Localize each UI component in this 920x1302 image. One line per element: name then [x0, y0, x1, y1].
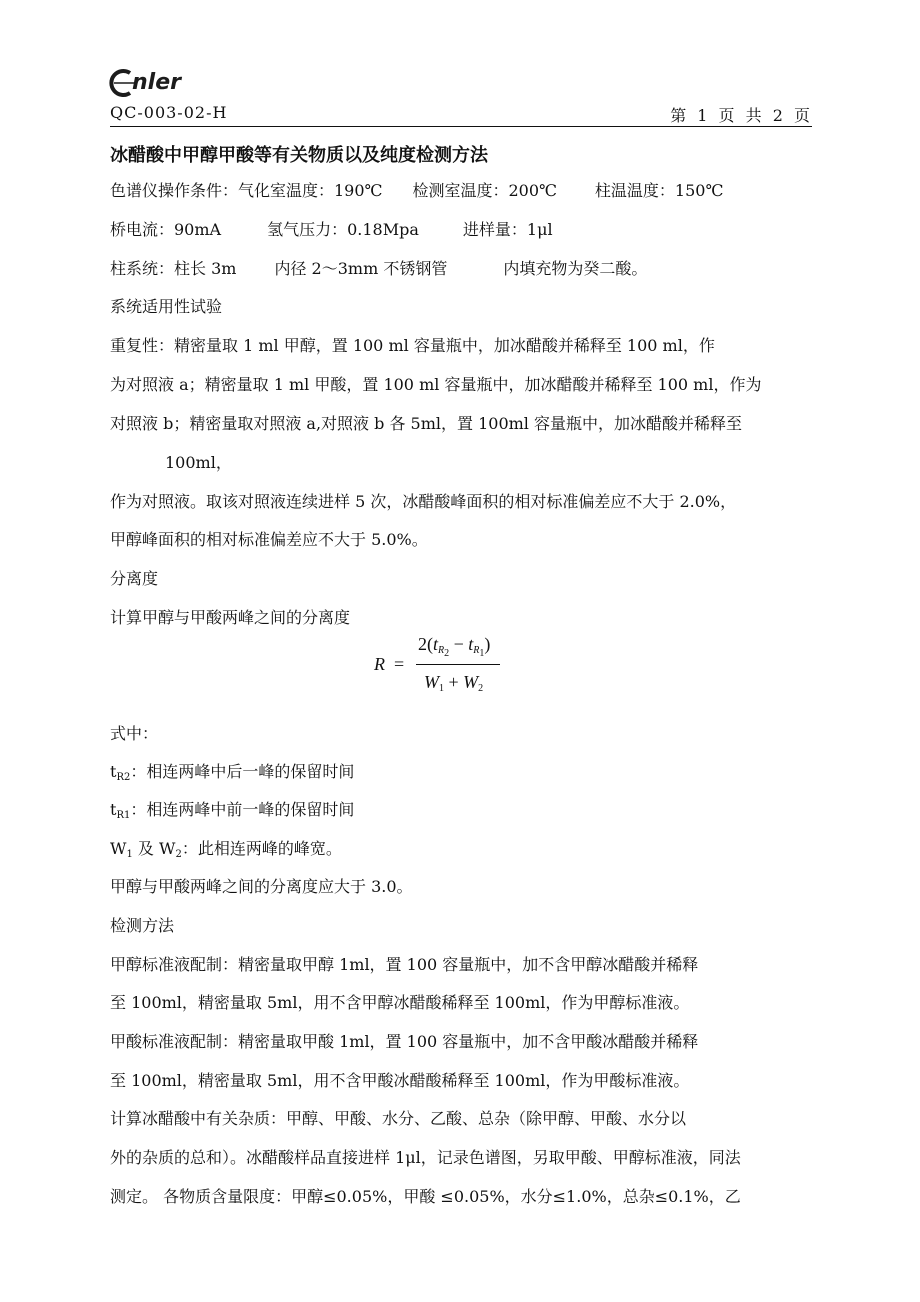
- condition-item: 柱系统：柱长 3m: [110, 259, 237, 278]
- paragraph-line: 测定。 各物质含量限度：甲醇≤0.05%，甲酸 ≤0.05%，水分≤1.0%，总杂≤0.1%，乙: [110, 1187, 741, 1206]
- condition-item: 内填充物为癸二酸。: [503, 259, 648, 278]
- where-label: 式中：: [110, 724, 159, 743]
- header-divider: [110, 126, 812, 127]
- paragraph-line: 重复性：精密量取 1 ml 甲醇，置 100 ml 容量瓶中，加冰醋酸并稀释至 100 ml，作: [110, 336, 715, 355]
- resolution-formula: [372, 632, 512, 698]
- condition-item: 进样量：1μl: [462, 220, 553, 239]
- section-heading-resolution: 分离度: [110, 569, 159, 588]
- page-number: 第 1 页 共 2 页: [670, 106, 810, 125]
- section-heading-suitability: 系统适用性试验: [110, 297, 223, 316]
- paragraph-line: 甲醇峰面积的相对标准偏差应不大于 5.0%。: [110, 530, 428, 549]
- document-title: 冰醋酸中甲醇甲酸等有关物质以及纯度检测方法: [110, 145, 488, 166]
- paragraph-line: 外的杂质的总和）。冰醋酸样品直接进样 1μl，记录色谱图，另取甲酸、甲醇标准液，同法: [110, 1148, 741, 1167]
- section-heading-method: 检测方法: [110, 916, 175, 935]
- conditions-line-1: [110, 181, 723, 201]
- paragraph-line: 甲酸标准液配制：精密量取甲酸 1ml，置 100 容量瓶中，加不含甲酸冰醋酸并稀释: [110, 1032, 699, 1051]
- company-logo: [108, 66, 208, 102]
- formula-numerator: $2(t_{R_2} - t_{R_1})$: [418, 634, 491, 659]
- doc-code: QC-003-02-H: [110, 103, 228, 122]
- formula-fraction-bar: [416, 664, 500, 665]
- resolution-requirement: 甲醇与甲酸两峰之间的分离度应大于 3.0。: [110, 877, 413, 896]
- formula-denominator: $W_1 + W_2$: [424, 672, 484, 694]
- resolution-intro: 计算甲醇与甲酸两峰之间的分离度: [110, 608, 351, 627]
- formula-lhs: R: [374, 654, 385, 674]
- paragraph-line: 至 100ml，精密量取 5ml，用不含甲酸冰醋酸稀释至 100ml，作为甲酸标准液。: [110, 1071, 690, 1090]
- paragraph-line: 为对照液 a；精密量取 1 ml 甲酸，置 100 ml 容量瓶中，加冰醋酸并稀释至 100 ml，作为: [110, 375, 762, 394]
- definition-width: $W_1$ 及 $W_2$：此相连两峰的峰宽。: [110, 839, 342, 860]
- condition-item: 柱温温度：150℃: [594, 181, 724, 200]
- definition-tr1: $t_{R1}$：相连两峰中前一峰的保留时间: [110, 800, 355, 821]
- paragraph-line: 甲醇标准液配制：精密量取甲醇 1ml，置 100 容量瓶中，加不含甲醇冰醋酸并稀释: [110, 955, 699, 974]
- paragraph-line: 100ml，: [165, 453, 232, 472]
- paragraph-line: 对照液 b；精密量取对照液 a,对照液 b 各 5ml，置 100ml 容量瓶中，加冰醋酸并稀释至: [110, 414, 743, 433]
- paragraph-line: 计算冰醋酸中有关杂质：甲醇、甲酸、水分、乙酸、总杂（除甲醇、甲酸、水分以: [110, 1109, 687, 1128]
- condition-item: 桥电流：90mA: [110, 220, 222, 239]
- formula-equals: =: [394, 654, 405, 674]
- condition-item: 氢气压力：0.18Mpa: [267, 220, 419, 239]
- condition-item: 检测室温度：200℃: [412, 181, 557, 200]
- paragraph-line: 至 100ml，精密量取 5ml，用不含甲醇冰醋酸稀释至 100ml，作为甲醇标准液。: [110, 993, 690, 1012]
- conditions-line-3: [110, 259, 647, 279]
- paragraph-line: 作为对照液。取该对照液连续进样 5 次，冰醋酸峰面积的相对标准偏差应不大于 2.0%，: [110, 492, 737, 511]
- condition-item: 内径 2～3mm 不锈钢管: [274, 259, 448, 278]
- page-header: [110, 103, 810, 127]
- definition-tr2: $t_{R2}$：相连两峰中后一峰的保留时间: [110, 762, 355, 783]
- condition-item: 色谱仪操作条件：气化室温度：190℃: [110, 181, 383, 200]
- conditions-line-2: [110, 220, 553, 240]
- logo-text: nler: [132, 70, 181, 95]
